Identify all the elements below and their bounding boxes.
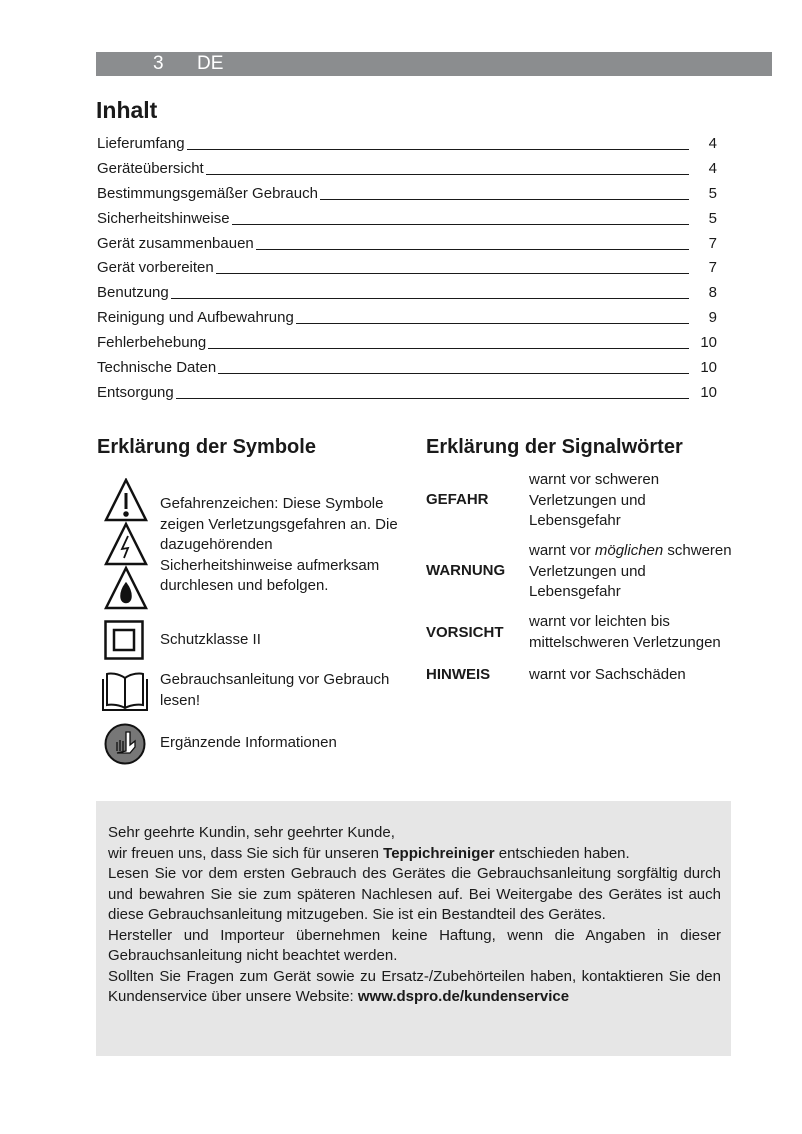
signal-description: warnt vor schweren Verletzungen und Lebensgefahr <box>529 471 660 529</box>
signal-description: warnt vor leichten bis mittelschweren Verletzungen <box>529 613 721 651</box>
toc-entry-page: 4 <box>708 135 717 152</box>
toc-entry-page: 4 <box>708 159 717 177</box>
toc-entry[interactable] <box>97 259 717 284</box>
toc-leader-line <box>256 249 689 250</box>
symbol-text: Ergänzende Informationen <box>160 734 337 751</box>
toc-entry-page: 10 <box>700 383 717 401</box>
toc-leader-line <box>320 199 689 200</box>
toc-entry-label: Bestimmungsgemäßer Gebrauch <box>97 184 318 202</box>
toc-entry-label: Fehlerbehebung <box>97 334 207 352</box>
toc-entry-label: Gerät vorbereiten <box>97 259 214 277</box>
intro-box <box>96 801 731 1056</box>
toc-entry[interactable] <box>97 359 717 384</box>
toc-entry-page: 5 <box>708 184 717 202</box>
manual-book-icon <box>100 670 150 719</box>
symbol-text: Gebrauchsanleitung vor Gebrauch lesen! <box>160 671 390 709</box>
language-code: DE <box>197 53 224 74</box>
toc-leader-line <box>206 174 689 175</box>
table-of-contents <box>97 135 717 409</box>
page-header-bar <box>96 52 772 76</box>
signal-word: VORSICHT <box>426 624 504 641</box>
toc-leader-line <box>187 149 689 150</box>
toc-entry-page: 5 <box>708 209 717 227</box>
signal-description: warnt vor Sachschäden <box>529 666 686 683</box>
symbol-text: Schutzklasse II <box>160 631 261 648</box>
intro-paragraph: Lesen Sie vor dem ersten Gebrauch des Gerätes die Gebrauchsanleitung sorgfältig durch und bewahren Sie sie zum späteren Nachlesen auf. Bei Weitergabe des Gerätes ist auch diese Gebrauchsanleitung mitzugeben. Sie ist ein Bestandteil des Gerätes. <box>108 865 721 923</box>
toc-entry[interactable] <box>97 235 717 260</box>
toc-entry-page: 10 <box>700 334 717 352</box>
toc-entry[interactable] <box>97 185 717 210</box>
signals-title: Erklärung der Signalwörter <box>426 436 683 458</box>
toc-entry[interactable] <box>97 384 717 409</box>
toc-entry-page: 9 <box>708 309 717 327</box>
symbol-text: Gefahrenzeichen: Diese Symbole zeigen Verletzungsgefahren an. Die dazugehörenden Sicherheitshinweise aufmerksam durchlesen und befolgen. <box>160 495 398 594</box>
signal-description: warnt vor möglichen schweren Verletzungen und Lebensgefahr <box>529 542 732 600</box>
toc-entry-page: 7 <box>708 234 717 252</box>
toc-entry-page: 8 <box>708 284 717 302</box>
toc-entry-label: Reinigung und Aufbewahrung <box>97 309 294 327</box>
toc-leader-line <box>218 373 689 374</box>
intro-paragraph: wir freuen uns, dass Sie sich für unseren Teppichreiniger entschieden haben. <box>108 844 630 862</box>
signal-word: GEFAHR <box>426 491 489 508</box>
intro-paragraph: Hersteller und Importeur übernehmen keine Haftung, wenn die Angaben in dieser Gebrauchsanleitung nicht beachtet werden. <box>108 926 721 964</box>
info-hand-icon <box>104 723 146 772</box>
toc-leader-line <box>208 348 689 349</box>
protection-class-ii-icon <box>104 620 144 667</box>
toc-entry-label: Benutzung <box>97 284 169 302</box>
toc-entry-label: Technische Daten <box>97 359 217 377</box>
page-number: 3 <box>153 53 164 74</box>
toc-leader-line <box>171 298 689 299</box>
toc-entry-label: Lieferumfang <box>97 135 185 152</box>
toc-entry[interactable] <box>97 309 717 334</box>
toc-entry-label: Gerät zusammenbauen <box>97 234 254 252</box>
greeting: Sehr geehrte Kundin, sehr geehrter Kunde, <box>108 824 395 841</box>
toc-leader-line <box>296 323 689 324</box>
service-link[interactable]: www.dspro.de/kundenservice <box>357 988 570 1005</box>
signal-word: HINWEIS <box>426 666 491 683</box>
toc-entry[interactable] <box>97 135 717 160</box>
toc-title: Inhalt <box>96 97 158 123</box>
toc-entry-page: 7 <box>708 259 717 277</box>
toc-leader-line <box>176 398 689 399</box>
toc-entry-label: Entsorgung <box>97 383 174 401</box>
signal-word: WARNUNG <box>426 562 506 579</box>
intro-paragraph: Sollten Sie Fragen zum Gerät sowie zu Ersatz-/Zubehörteilen haben, kontaktieren Sie den Kundenservice über unsere Website: www.dspro.de/kundenservice <box>108 967 721 1005</box>
toc-entry-label: Geräteübersicht <box>97 159 204 177</box>
toc-entry[interactable] <box>97 210 717 235</box>
toc-entry[interactable] <box>97 284 717 309</box>
warning-triangle-icons <box>104 478 148 619</box>
toc-entry-page: 10 <box>700 359 717 377</box>
toc-leader-line <box>216 273 689 274</box>
toc-leader-line <box>232 224 689 225</box>
toc-entry-label: Sicherheitshinweise <box>97 209 230 227</box>
symbols-title: Erklärung der Symbole <box>97 436 316 458</box>
toc-entry[interactable] <box>97 334 717 359</box>
toc-entry[interactable] <box>97 160 717 185</box>
